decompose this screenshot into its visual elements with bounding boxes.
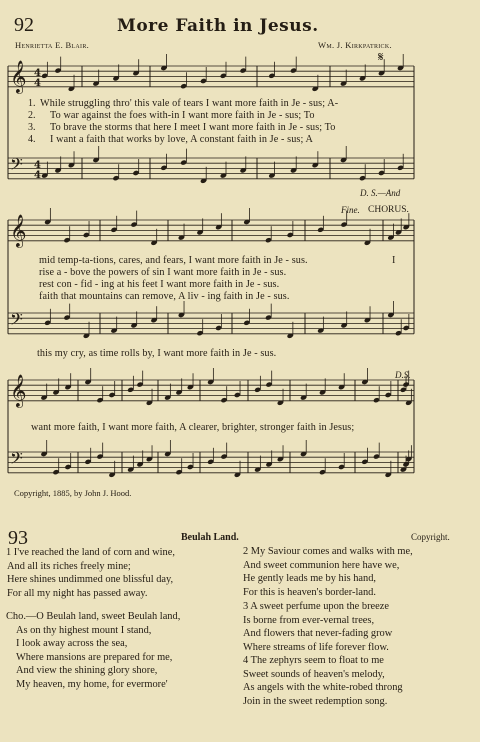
stanza-line: And view the shining glory shore, [16,665,158,677]
copyright-notice: Copyright, 1885, by John J. Hood. [14,488,132,498]
verse-number: 2. [28,110,36,121]
stanza-2 [243,545,413,599]
verse-number: 1. [28,98,36,109]
stanza-line: And flowers that never-fading grow [243,628,393,640]
time-signature: 4 [34,160,41,171]
verse-3-line-a: To brave the storms that here I meet I want more faith in Je - sus; To [50,122,336,133]
stanza-line: For this is heaven's border-land. [243,586,376,598]
ds-mark: D.S. [395,370,411,380]
chorus-line-2: want more faith, I want more faith, A clearer, brighter, stronger faith in Jesus; [31,422,355,433]
stanza-line: My heaven, my home, for evermore' [16,678,168,690]
stanza-line: Where streams of life forever flow. [243,641,389,653]
segno-sign: 𝄋 [378,49,384,64]
stanza-4 [243,654,403,708]
stanza-line: 1 I've reached the land of corn and wine, [6,547,175,558]
verse-number: 4. [28,134,36,145]
hymn-93-copyright: Copyright. [411,532,450,542]
stanza-line: As angels with the white-robed throng [243,682,403,694]
stanza-line: I look away across the sea, [16,638,128,650]
stanza-line: Cho.—O Beulah land, sweet Beulah land, [6,611,181,622]
verse-number: 3. [28,122,36,133]
lyricist-credit: Henrietta E. Blair. [15,40,90,50]
stanza-line: Where mansions are prepared for me, [16,651,173,663]
bass-clef-icon: 𝄢 [10,448,23,472]
stanza-line: And all its riches freely mine; [7,560,131,572]
stanza-line: Join in the sweet redemption song. [243,695,388,707]
chorus-pickup-word: I [392,255,396,266]
time-signature: 4 [34,68,41,79]
bass-clef-icon: 𝄢 [10,309,23,333]
treble-clef-icon: 𝄞 [10,374,27,407]
verse-2-line-b: rise a - bove the powers of sin I want more faith in Je - sus. [39,267,287,278]
stanza-line: 3 A sweet perfume upon the breeze [243,601,389,612]
stanza-line: Sweet sounds of heaven's melody, [243,668,385,680]
hymn-number-93: 93 [8,527,28,549]
stanza-line: 4 The zephyrs seem to float to me [243,655,384,666]
verse-4-line-b: faith that mountains can remove, A liv - ing faith in Je - sus. [39,291,290,302]
stanza-1 [6,546,175,600]
hymn-93-title: Beulah Land. [181,532,239,543]
chorus-line-1: this my cry, as time rolls by, I want more faith in Je - sus. [37,348,277,359]
stanza-line: Is borne from ever-vernal trees, [243,614,375,626]
ds-and-mark: D. S.—And [360,188,401,198]
stanza-line: 2 My Saviour comes and walks with me, [243,546,413,557]
hymn-title: More Faith in Jesus. [117,16,319,36]
bass-clef-icon: 𝄢 [10,154,23,178]
stanza-3 [243,600,392,654]
verse-1-line-a: While struggling thro' this vale of tears I want more faith in Je - sus; A- [40,98,339,109]
verse-2-line-a: To war against the foes with-in I want more faith in Je - sus; To [50,110,315,121]
time-signature: 4 [34,78,41,89]
time-signature: 4 [34,170,41,181]
stanza-line: He gently leads me by his hand, [243,573,377,585]
verse-4-line-a: I want a faith that works by love, A constant faith in Je - sus; A [50,134,313,145]
chorus-heading: CHORUS. [368,205,409,215]
treble-clef-icon: 𝄞 [10,214,27,247]
hymn-number-92: 92 [14,14,34,36]
fine-mark: Fine. [341,205,360,215]
chorus-stanza [6,610,180,692]
treble-clef-icon: 𝄞 [10,60,27,93]
stanza-line: Here shines undimmed one blissful day, [7,574,174,586]
verse-3-line-b: rest con - fid - ing at his feet I want more faith in Je - sus. [39,279,280,290]
stanza-line: As on thy highest mount I stand, [16,624,152,636]
verse-1-line-b: mid temp-ta-tions, cares, and fears, I want more faith in Je - sus. [39,255,308,266]
composer-credit: Wm. J. Kirkpatrick. [318,40,392,50]
stanza-line: And sweet communion here have we, [243,559,400,571]
stanza-line: For all my night has passed away. [7,587,148,599]
